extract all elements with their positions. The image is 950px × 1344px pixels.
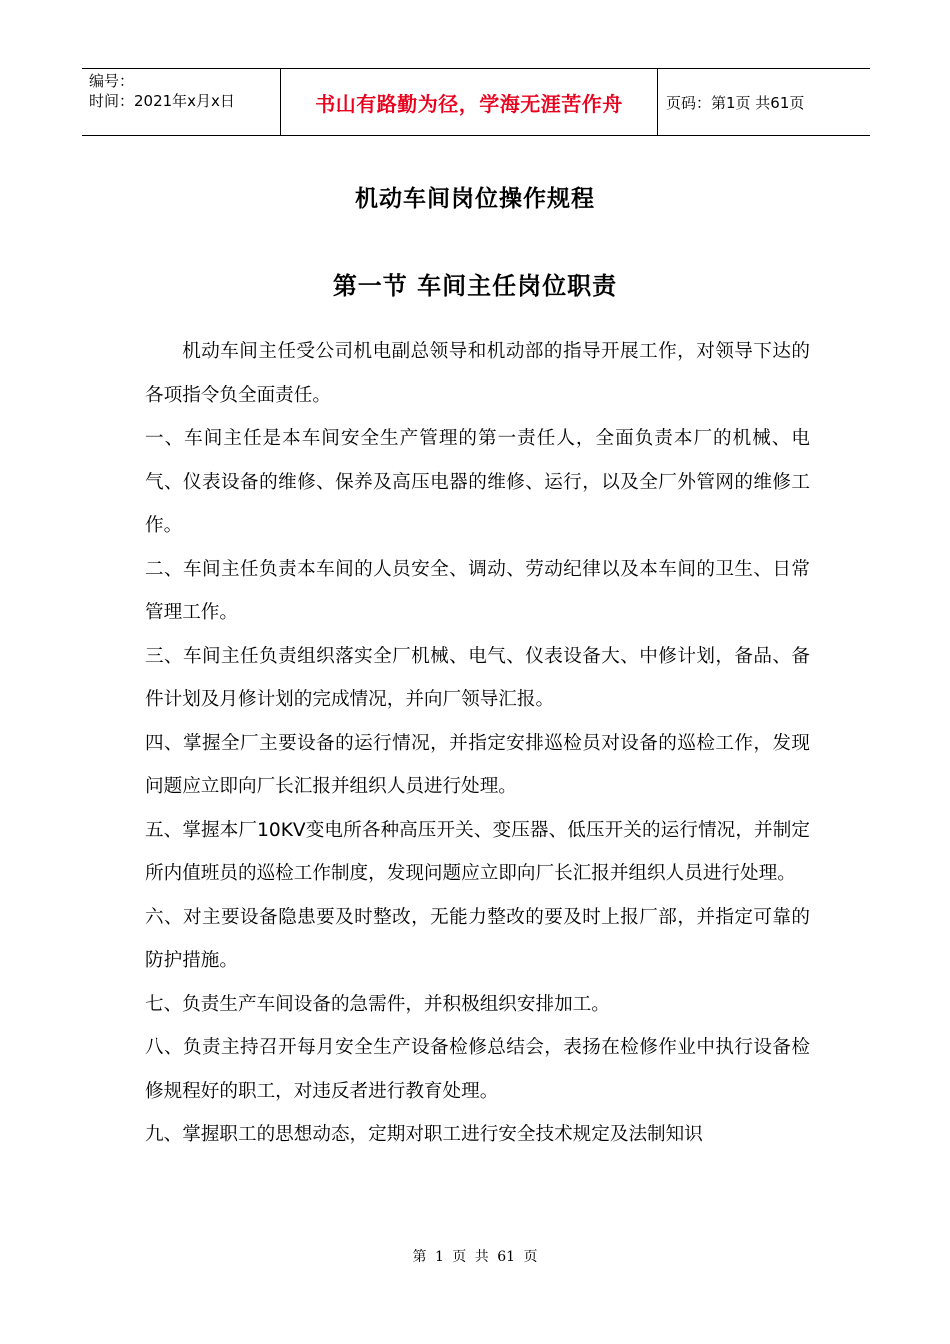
time-label: 时间：2021年x月x日 (89, 92, 235, 110)
duty-item-6: 六、对主要设备隐患要及时整改，无能力整改的要及时上报厂部，并指定可靠的防护措施。 (145, 906, 810, 971)
page-footer: 第 1 页 共 61 页 (412, 1249, 538, 1265)
duty-item-5: 五、掌握本厂10KV变电所各种高压开关、变压器、低压开关的运行情况，并制定所内值班员的巡检工作制度，发现问题应立即向厂长汇报并组织人员进行处理。 (145, 819, 810, 884)
duty-item-2: 二、车间主任负责本车间的人员安全、调动、劳动纪律以及本车间的卫生、日常管理工作。 (145, 558, 810, 623)
intro-paragraph: 机动车间主任受公司机电副总领导和机动部的指导开展工作，对领导下达的各项指令负全面责任。 (145, 341, 810, 406)
page-header (82, 68, 870, 136)
header-meta (82, 69, 281, 135)
document-body (145, 330, 810, 1157)
duty-item-8: 八、负责主持召开每月安全生产设备检修总结会，表扬在检修作业中执行设备检修规程好的职工，对违反者进行教育处理。 (145, 1037, 810, 1102)
document-title: 机动车间岗位操作规程 (355, 186, 595, 212)
duty-item-3: 三、车间主任负责组织落实全厂机械、电气、仪表设备大、中修计划，备品、备件计划及月修计划的完成情况，并向厂领导汇报。 (145, 645, 810, 710)
section-title: 第一节 车间主任岗位职责 (332, 272, 618, 300)
header-slogan: 书山有路勤为径，学海无涯苦作舟 (281, 69, 658, 135)
duty-item-9: 九、掌握职工的思想动态，定期对职工进行安全技术规定及法制知识 (145, 1124, 703, 1145)
duty-item-7: 七、负责生产车间设备的急需件，并积极组织安排加工。 (145, 993, 610, 1015)
duty-item-1: 一、车间主任是本车间安全生产管理的第一责任人，全面负责本厂的机械、电气、仪表设备的维修、保养及高压电器的维修、运行，以及全厂外管网的维修工作。 (145, 428, 810, 536)
duty-item-4: 四、掌握全厂主要设备的运行情况，并指定安排巡检员对设备的巡检工作，发现问题应立即向厂长汇报并组织人员进行处理。 (145, 732, 810, 797)
header-page-info: 页码：第1页 共61页 (666, 93, 805, 112)
number-label: 编号： (89, 72, 135, 90)
